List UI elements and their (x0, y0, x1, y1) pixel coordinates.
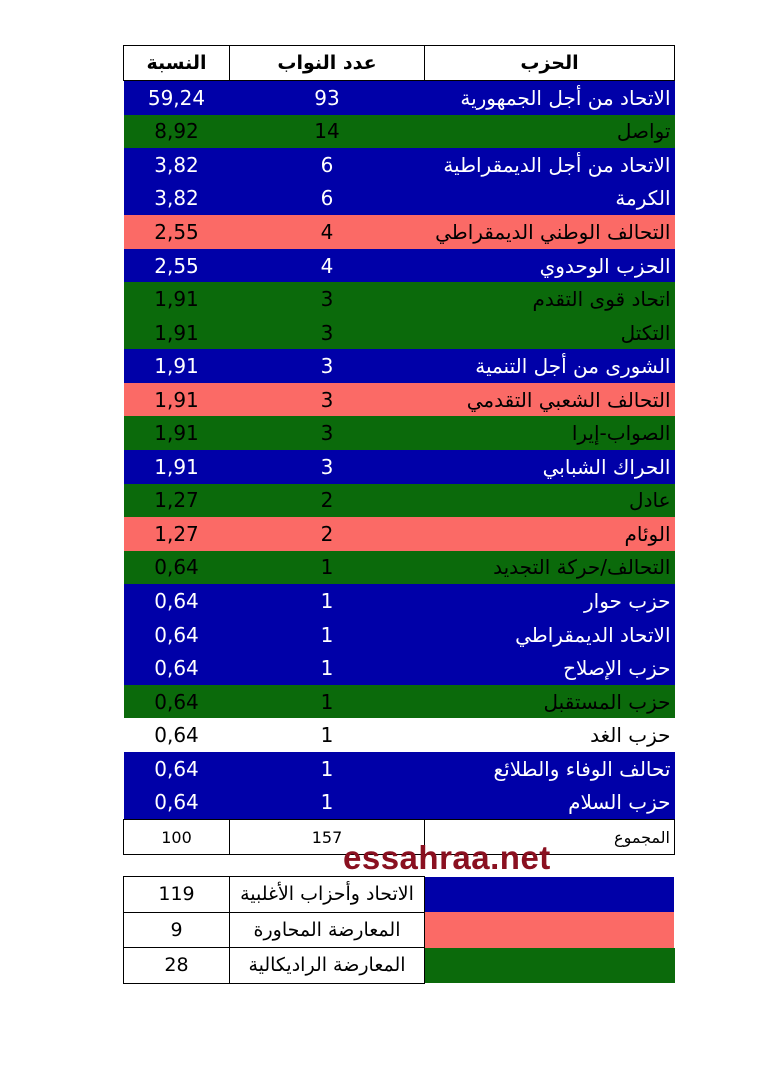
party-name: الاتحاد من أجل الجمهورية (425, 81, 675, 115)
party-name: التحالف الوطني الديمقراطي (425, 215, 675, 249)
party-percentage: 1,91 (124, 282, 230, 316)
party-name: حزب السلام (425, 785, 675, 819)
party-row (124, 349, 675, 383)
site-watermark: essahraa.net (343, 839, 551, 876)
party-percentage: 1,91 (124, 349, 230, 383)
party-row (124, 249, 675, 283)
party-percentage: 1,27 (124, 517, 230, 551)
bloc-legend-table (123, 876, 675, 984)
party-seats: 6 (230, 148, 425, 182)
party-seats: 1 (230, 584, 425, 618)
party-percentage: 2,55 (124, 215, 230, 249)
party-row (124, 752, 675, 786)
header-seats: عدد النواب (230, 46, 425, 81)
party-row (124, 215, 675, 249)
party-row (124, 450, 675, 484)
party-percentage: 0,64 (124, 785, 230, 819)
party-percentage: 1,91 (124, 416, 230, 450)
party-seats: 4 (230, 249, 425, 283)
party-name: الاتحاد من أجل الديمقراطية (425, 148, 675, 182)
party-row (124, 718, 675, 752)
party-row (124, 148, 675, 182)
party-seats: 2 (230, 517, 425, 551)
party-row (124, 584, 675, 618)
party-name: تحالف الوفاء والطلائع (425, 752, 675, 786)
legend-bloc-label: الاتحاد وأحزاب الأغلبية (230, 877, 425, 913)
party-row (124, 517, 675, 551)
party-percentage: 0,64 (124, 651, 230, 685)
party-name: التكتل (425, 316, 675, 350)
party-seats: 1 (230, 651, 425, 685)
party-percentage: 0,64 (124, 618, 230, 652)
party-percentage: 0,64 (124, 584, 230, 618)
party-seats: 14 (230, 115, 425, 149)
party-row (124, 416, 675, 450)
party-seats: 3 (230, 383, 425, 417)
party-percentage: 1,91 (124, 383, 230, 417)
total-seats: 157 (230, 820, 425, 855)
party-row (124, 115, 675, 149)
party-name: حزب حوار (425, 584, 675, 618)
party-percentage: 1,91 (124, 450, 230, 484)
party-percentage: 0,64 (124, 685, 230, 719)
party-name: حزب الغد (425, 718, 675, 752)
party-row (124, 316, 675, 350)
header-percentage: النسبة (124, 46, 230, 81)
party-name: الحزب الوحدوي (425, 249, 675, 283)
party-percentage: 1,27 (124, 484, 230, 518)
party-row (124, 81, 675, 115)
party-name: الصواب-إيرا (425, 416, 675, 450)
party-percentage: 2,55 (124, 249, 230, 283)
legend-row (124, 948, 675, 984)
party-seats: 1 (230, 551, 425, 585)
total-percentage: 100 (124, 820, 230, 855)
party-row (124, 785, 675, 819)
party-row (124, 551, 675, 585)
party-row (124, 484, 675, 518)
party-name: الوئام (425, 517, 675, 551)
party-seats: 3 (230, 416, 425, 450)
legend-seat-count: 119 (124, 877, 230, 913)
total-label: المجموع (425, 820, 675, 855)
party-name: تواصل (425, 115, 675, 149)
party-percentage: 8,92 (124, 115, 230, 149)
party-percentage: 0,64 (124, 718, 230, 752)
party-seats: 1 (230, 618, 425, 652)
party-seats: 3 (230, 316, 425, 350)
results-body (124, 81, 675, 820)
legend-seat-count: 28 (124, 948, 230, 984)
party-row (124, 383, 675, 417)
party-name: حزب المستقبل (425, 685, 675, 719)
party-name: الكرمة (425, 182, 675, 216)
party-name: عادل (425, 484, 675, 518)
party-seats: 2 (230, 484, 425, 518)
party-row (124, 651, 675, 685)
party-name: حزب الإصلاح (425, 651, 675, 685)
party-seats: 3 (230, 282, 425, 316)
party-percentage: 59,24 (124, 81, 230, 115)
party-percentage: 3,82 (124, 148, 230, 182)
party-row (124, 618, 675, 652)
party-row (124, 182, 675, 216)
party-seats: 1 (230, 752, 425, 786)
party-name: الحراك الشبابي (425, 450, 675, 484)
party-row (124, 282, 675, 316)
party-seats: 1 (230, 785, 425, 819)
party-name: التحالف/حركة التجديد (425, 551, 675, 585)
legend-row (124, 912, 675, 948)
party-name: الشورى من أجل التنمية (425, 349, 675, 383)
legend-bloc-label: المعارضة الراديكالية (230, 948, 425, 984)
party-seats: 3 (230, 349, 425, 383)
legend-row (124, 877, 675, 913)
legend-color-swatch (425, 912, 675, 948)
legend-body (124, 877, 675, 984)
legend-color-swatch (425, 948, 675, 984)
party-percentage: 3,82 (124, 182, 230, 216)
party-seats: 93 (230, 81, 425, 115)
party-name: اتحاد قوى التقدم (425, 282, 675, 316)
party-percentage: 0,64 (124, 551, 230, 585)
party-seats: 1 (230, 718, 425, 752)
party-name: التحالف الشعبي التقدمي (425, 383, 675, 417)
party-seats: 4 (230, 215, 425, 249)
legend-seat-count: 9 (124, 912, 230, 948)
party-percentage: 1,91 (124, 316, 230, 350)
party-name: الاتحاد الديمقراطي (425, 618, 675, 652)
legend-bloc-label: المعارضة المحاورة (230, 912, 425, 948)
header-party: الحزب (425, 46, 675, 81)
header-row (124, 46, 675, 81)
party-seats: 6 (230, 182, 425, 216)
party-seats: 3 (230, 450, 425, 484)
party-percentage: 0,64 (124, 752, 230, 786)
party-row (124, 685, 675, 719)
legend-color-swatch (425, 877, 675, 913)
results-table (123, 45, 675, 855)
party-seats: 1 (230, 685, 425, 719)
